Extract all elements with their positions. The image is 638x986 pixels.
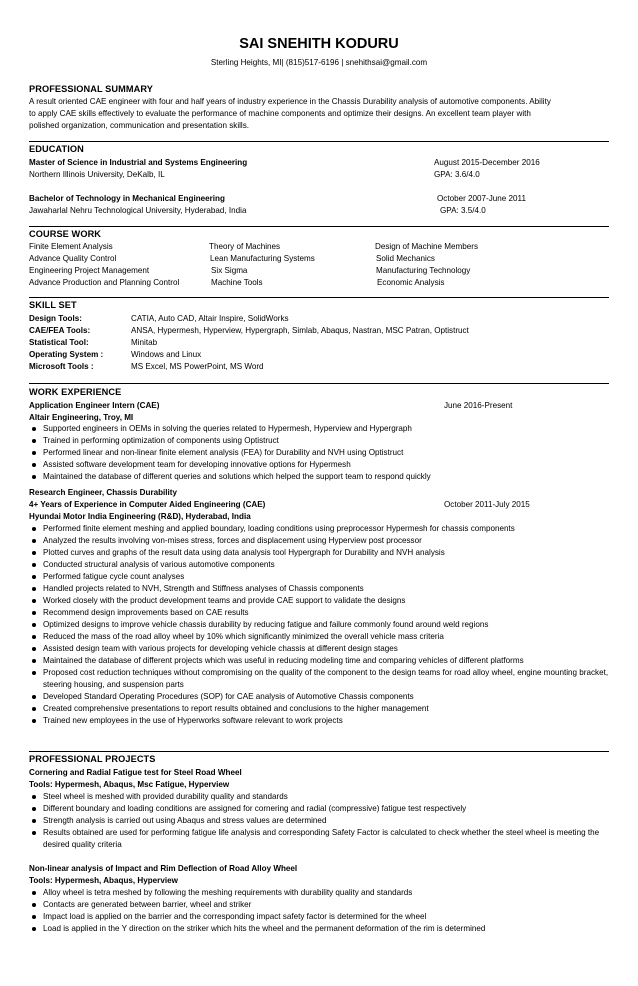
summary-line: polished organization, communication and presentation skills. bbox=[29, 121, 250, 130]
course-item: Machine Tools bbox=[211, 278, 263, 287]
list-item: Worked closely with the product development teams and provide CAE support to validate the designs bbox=[29, 595, 609, 607]
gpa: GPA: 3.6/4.0 bbox=[434, 170, 480, 179]
list-item: Load is applied in the Y direction on the striker which hits the wheel and the permanent deformation of the rim is determined bbox=[29, 923, 485, 935]
bullet-icon bbox=[32, 707, 36, 711]
bullet-icon bbox=[32, 819, 36, 823]
bullet-icon bbox=[32, 891, 36, 895]
summary-heading: PROFESSIONAL SUMMARY bbox=[29, 84, 153, 94]
list-item: Created comprehensive presentations to report results obtained and conclusions to the higher management bbox=[29, 703, 609, 715]
bullet-icon bbox=[32, 463, 36, 467]
list-item: Handled projects related to NVH, Strength and Stiffness analyses of Chassis components bbox=[29, 583, 609, 595]
course-item: Advance Quality Control bbox=[29, 254, 117, 263]
course-item: Advance Production and Planning Control bbox=[29, 278, 180, 287]
bullet-icon bbox=[32, 807, 36, 811]
job-dates: October 2011-July 2015 bbox=[444, 500, 530, 509]
bullet-icon bbox=[32, 915, 36, 919]
coursework-heading: COURSE WORK bbox=[29, 229, 102, 239]
list-item: Performed finite element meshing and applied boundary, loading conditions using preprocessor Hypermesh for chassis components bbox=[29, 523, 609, 535]
skills-heading: SKILL SET bbox=[29, 300, 77, 310]
bullet-icon bbox=[32, 475, 36, 479]
projects-heading: PROFESSIONAL PROJECTS bbox=[29, 754, 156, 764]
bullet-icon bbox=[32, 587, 36, 591]
job-title: Research Engineer, Chassis Durability bbox=[29, 488, 177, 497]
summary-line: to apply CAE skills effectively to evaluate the performance of machine components and optimize their designs. An excellent team player with bbox=[29, 109, 531, 118]
project-tools: Tools: Hypermesh, Abaqus, Msc Fatigue, Hyperview bbox=[29, 780, 230, 789]
skill-label: Design Tools: bbox=[29, 314, 82, 323]
list-item: Performed linear and non-linear finite element analysis (FEA) for Durability and NVH using Optistruct bbox=[29, 447, 431, 459]
job-dates: June 2016-Present bbox=[444, 401, 513, 410]
degree-dates: October 2007-June 2011 bbox=[437, 194, 526, 203]
bullet-icon bbox=[32, 563, 36, 567]
list-item: Proposed cost reduction techniques without compromising on the quality of the component to the design teams for road alloy wheel, engine mounting bracket, steering housing, and suspension parts bbox=[29, 667, 609, 691]
project2-bullets bbox=[29, 887, 485, 935]
bullet-icon bbox=[32, 903, 36, 907]
list-item: Trained in performing optimization of components using Optistruct bbox=[29, 435, 431, 447]
bullet-icon bbox=[32, 831, 36, 835]
list-item: Steel wheel is meshed with provided durability quality and standards bbox=[29, 791, 609, 803]
course-item: Six Sigma bbox=[211, 266, 248, 275]
list-item: Contacts are generated between barrier, wheel and striker bbox=[29, 899, 485, 911]
course-item: Design of Machine Members bbox=[375, 242, 479, 251]
course-item: Solid Mechanics bbox=[376, 254, 435, 263]
section-divider bbox=[29, 141, 609, 142]
experience-heading: WORK EXPERIENCE bbox=[29, 387, 122, 397]
list-item: Assisted design team with various projects for developing vehicle chassis at different design stages bbox=[29, 643, 609, 655]
candidate-name: SAI SNEHITH KODURU bbox=[239, 36, 399, 52]
skill-label: CAE/FEA Tools: bbox=[29, 326, 91, 335]
list-item: Trained new employees in the use of Hyperworks software relevant to work projects bbox=[29, 715, 609, 727]
skill-value: Minitab bbox=[131, 338, 158, 347]
section-divider bbox=[29, 751, 609, 752]
bullet-icon bbox=[32, 695, 36, 699]
bullet-icon bbox=[32, 659, 36, 663]
list-item: Reduced the mass of the road alloy wheel by 10% which significantly minimized the overall vehicle mass criteria bbox=[29, 631, 609, 643]
bullet-icon bbox=[32, 551, 36, 555]
school-name: Northern Illinois University, DeKalb, IL bbox=[29, 170, 165, 179]
skill-value: ANSA, Hypermesh, Hyperview, Hypergraph, Simlab, Abaqus, Nastran, MSC Patran, Optistruct bbox=[131, 326, 469, 335]
school-name: Jawaharlal Nehru Technological University, Hyderabad, India bbox=[29, 206, 247, 215]
course-item: Manufacturing Technology bbox=[376, 266, 471, 275]
degree-dates: August 2015-December 2016 bbox=[434, 158, 540, 167]
list-item: Developed Standard Operating Procedures (SOP) for CAE analysis of Automotive Chassis components bbox=[29, 691, 609, 703]
project-title: Cornering and Radial Fatigue test for Steel Road Wheel bbox=[29, 768, 242, 777]
bullet-icon bbox=[32, 439, 36, 443]
list-item: Supported engineers in OEMs in solving the queries related to Hypermesh, Hyperview and Hypergraph bbox=[29, 423, 431, 435]
bullet-icon bbox=[32, 427, 36, 431]
list-item: Conducted structural analysis of various automotive components bbox=[29, 559, 609, 571]
degree-title: Master of Science in Industrial and Systems Engineering bbox=[29, 158, 248, 167]
section-divider bbox=[29, 226, 609, 227]
list-item: Assisted software development team for developing innovative options for Hypermesh bbox=[29, 459, 431, 471]
bullet-icon bbox=[32, 539, 36, 543]
list-item: Results obtained are used for performing fatigue life analysis and corresponding Safety Factor is calculated to check whether the steel wheel is meeting the desired quality criteria bbox=[29, 827, 609, 851]
list-item: Analyzed the results involving von-mises stress, forces and displacement using Hyperview post processor bbox=[29, 535, 609, 547]
summary-line: A result oriented CAE engineer with four and half years of industry experience in the Chassis Durability analysis of automotive components. Ability bbox=[29, 97, 551, 106]
bullet-icon bbox=[32, 451, 36, 455]
section-divider bbox=[29, 297, 609, 298]
list-item: Optimized designs to improve vehicle chassis durability by reducing fatigue and failure commonly found around weld regions bbox=[29, 619, 609, 631]
skill-value: CATIA, Auto CAD, Altair Inspire, SolidWorks bbox=[131, 314, 289, 323]
job2-bullets bbox=[29, 523, 609, 727]
education-heading: EDUCATION bbox=[29, 144, 84, 154]
job-subtitle: 4+ Years of Experience in Computer Aided Engineering (CAE) bbox=[29, 500, 266, 509]
job1-bullets bbox=[29, 423, 431, 483]
list-item: Performed fatigue cycle count analyses bbox=[29, 571, 609, 583]
bullet-icon bbox=[32, 575, 36, 579]
bullet-icon bbox=[32, 527, 36, 531]
list-item: Recommend design improvements based on CAE results bbox=[29, 607, 609, 619]
project-tools: Tools: Hypermesh, Abaqus, Hyperview bbox=[29, 876, 178, 885]
section-divider bbox=[29, 383, 609, 384]
company-name: Hyundai Motor India Engineering (R&D), Hyderabad, India bbox=[29, 512, 251, 521]
list-item: Strength analysis is carried out using Abaqus and stress values are determined bbox=[29, 815, 609, 827]
bullet-icon bbox=[32, 719, 36, 723]
bullet-icon bbox=[32, 611, 36, 615]
company-name: Altair Engineering, Troy, MI bbox=[29, 413, 134, 422]
course-item: Engineering Project Management bbox=[29, 266, 150, 275]
job-title: Application Engineer Intern (CAE) bbox=[29, 401, 160, 410]
skill-label: Operating System : bbox=[29, 350, 104, 359]
bullet-icon bbox=[32, 795, 36, 799]
list-item: Maintained the database of different projects which was useful in reducing modeling time and comparing vehicles of different platforms bbox=[29, 655, 609, 667]
list-item: Maintained the database of different queries and solutions which helped the support team to respond quickly bbox=[29, 471, 431, 483]
skill-value: MS Excel, MS PowerPoint, MS Word bbox=[131, 362, 264, 371]
project-title: Non-linear analysis of Impact and Rim Deflection of Road Alloy Wheel bbox=[29, 864, 298, 873]
list-item: Impact load is applied on the barrier and the corresponding impact safety factor is determined for the wheel bbox=[29, 911, 485, 923]
bullet-icon bbox=[32, 635, 36, 639]
list-item: Alloy wheel is tetra meshed by following the meshing requirements with durability quality and standards bbox=[29, 887, 485, 899]
list-item: Plotted curves and graphs of the result data using data analysis tool Hypergraph for Durability and NVH analysis bbox=[29, 547, 609, 559]
course-item: Lean Manufacturing Systems bbox=[210, 254, 315, 263]
course-item: Finite Element Analysis bbox=[29, 242, 113, 251]
bullet-icon bbox=[32, 927, 36, 931]
bullet-icon bbox=[32, 599, 36, 603]
skill-value: Windows and Linux bbox=[131, 350, 202, 359]
contact-line: Sterling Heights, MI| (815)517-6196 | snehithsai@gmail.com bbox=[210, 58, 428, 67]
skill-label: Microsoft Tools : bbox=[29, 362, 94, 371]
course-item: Economic Analysis bbox=[377, 278, 445, 287]
project1-bullets bbox=[29, 791, 609, 851]
gpa: GPA: 3.5/4.0 bbox=[440, 206, 486, 215]
course-item: Theory of Machines bbox=[209, 242, 281, 251]
bullet-icon bbox=[32, 623, 36, 627]
degree-title: Bachelor of Technology in Mechanical Engineering bbox=[29, 194, 225, 203]
skill-label: Statistical Tool: bbox=[29, 338, 89, 347]
list-item: Different boundary and loading conditions are assigned for cornering and radial (compressive) fatigue test respectively bbox=[29, 803, 609, 815]
bullet-icon bbox=[32, 647, 36, 651]
bullet-icon bbox=[32, 671, 36, 675]
